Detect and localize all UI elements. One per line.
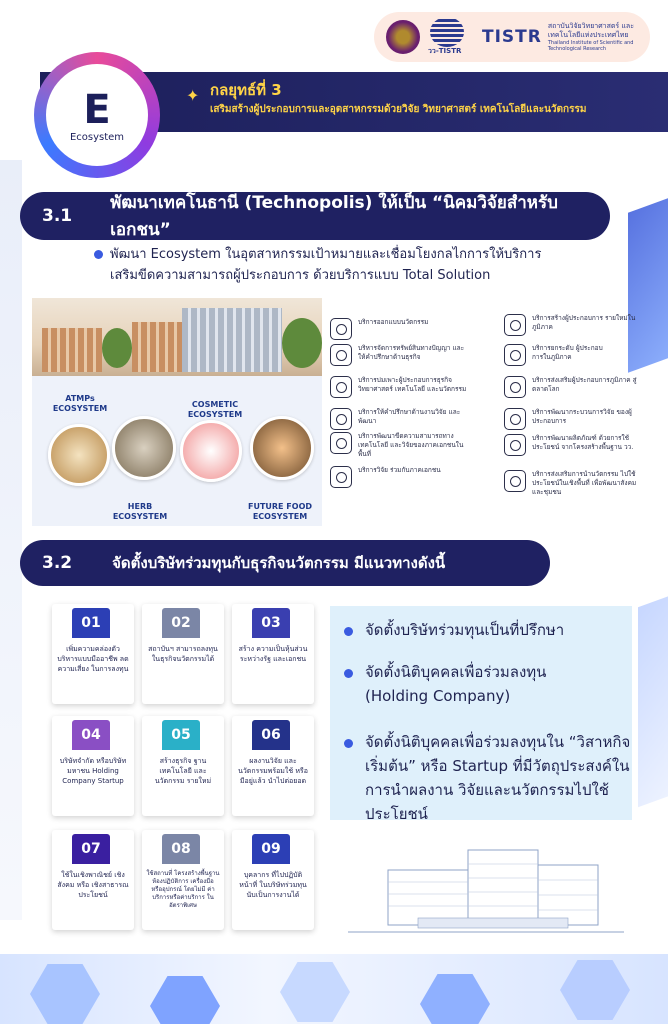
org-name: TISTR — [482, 27, 542, 47]
section-number: 3.1 — [42, 206, 73, 226]
strategy-title: กลยุทธ์ที่ 3 — [210, 81, 282, 99]
card-text: สร้าง ความเป็นหุ้นส่วน ระหว่างรัฐ และเอกชน — [238, 645, 308, 663]
research-process-icon — [504, 408, 526, 430]
rd-consulting-icon — [330, 408, 352, 430]
card-number: 06 — [252, 720, 290, 750]
service-item: บริการพัฒนาผลิตภัณฑ์ ด้วยการใช้ประโยชน์ จากโครงสร้างพื้นฐาน วว. — [504, 434, 642, 456]
service-item: บริหารจัดการทรัพย์สินทางปัญญา และให้คำปรึกษาด้านธุรกิจ — [330, 344, 468, 366]
cosmetic-image — [180, 420, 242, 482]
service-item: บริการยกระดับ ผู้ประกอบการในภูมิภาค — [504, 344, 612, 366]
bullet-dot — [344, 739, 353, 748]
point-item: จัดตั้งนิติบุคคลเพื่อร่วมลงทุนใน “วิสาหกิจเริ่มต้น” หรือ Startup ที่มีวัตถุประสงค์ในการนำผลงาน วิจัยและนวัตกรรมไปใช้ประโยชน์ — [344, 730, 634, 826]
card-number: 07 — [72, 834, 110, 864]
org-name-thai: สถาบันวิจัยวิทยาศาสตร์ และเทคโนโลยีแห่งประเทศไทย — [547, 22, 634, 39]
bullet-dot — [94, 250, 103, 259]
point-item: จัดตั้งนิติบุคคลเพื่อร่วมลงทุน (Holding Company) — [344, 660, 584, 708]
card-text: ผลงานวิจัย และนวัตกรรมพร้อมใช้ หรือมีอยู่แล้ว นำไปต่อยอด — [238, 757, 308, 785]
service-item: บริการพัฒนาขีดความสามารถทางเทคโนโลยี และวิจัยของภาคเอกชนในพื้นที่ — [330, 432, 468, 459]
guideline-card — [232, 716, 314, 816]
guideline-card — [142, 830, 224, 930]
point-item: จัดตั้งบริษัทร่วมทุนเป็นที่ปรึกษา — [344, 618, 624, 642]
service-item: บริการส่งเสริมการนำนวัตกรรม ไปใช้ประโยชน์ในเชิงพื้นที่ เพื่อพัฒนาสังคมและชุมชน — [504, 470, 642, 497]
section-title: จัดตั้งบริษัทร่วมทุนกับธุรกิจนวัตกรรม มีแนวทางดังนี้ — [112, 554, 446, 572]
service-item: บริการพัฒนากระบวนการวิจัย ของผู้ประกอบการ — [504, 408, 642, 430]
service-item: บริการออกแบบนวัตกรรม — [330, 318, 468, 340]
guideline-card — [232, 604, 314, 704]
product-development-icon — [504, 434, 526, 456]
service-item: บริการให้คำปรึกษาด้านงานวิจัย และพัฒนา — [330, 408, 468, 430]
future-food-ecosystem-label: FUTURE FOOD ECOSYSTEM — [247, 502, 313, 521]
description-line-1: พัฒนา Ecosystem ในอุตสาหกรรมเป้าหมายและเชื่อมโยงกลไกการให้บริการ — [110, 247, 542, 262]
global-market-icon — [504, 376, 526, 398]
ministry-seal-icon — [386, 20, 420, 54]
badge-letter: E — [83, 86, 111, 133]
guideline-card — [52, 830, 134, 930]
service-item: บริการส่งเสริมผู้ประกอบการภูมิภาค สู่ตลาดโลก — [504, 376, 642, 398]
card-number: 03 — [252, 608, 290, 638]
org-name-english: Thailand Institute of Scientific and Technological Research — [547, 40, 634, 52]
technopolis-buildings-image — [32, 298, 322, 376]
card-text: สถาบันฯ สามารถลงทุน ในธุรกิจนวัตกรรมได้ — [148, 645, 218, 663]
bullet-dot — [344, 627, 353, 636]
card-number: 02 — [162, 608, 200, 638]
strategy-subtitle: เสริมสร้างผู้ประกอบการและอุตสาหกรรมด้วยวิจัย วิทยาศาสตร์ เทคโนโลยีและนวัตกรรม — [210, 104, 587, 115]
incubation-icon — [330, 376, 352, 398]
atmps-ecosystem-label: ATMPs ECOSYSTEM — [52, 394, 108, 413]
card-number: 01 — [72, 608, 110, 638]
future-food-image — [250, 416, 314, 480]
card-number: 05 — [162, 720, 200, 750]
card-text: บริษัทจำกัด หรือบริษัทมหาชน Holding Company Startup — [59, 757, 127, 785]
section-3-1-header — [20, 192, 610, 240]
card-text: สร้างธุรกิจ ฐานเทคโนโลยี และนวัตกรรม รายใหม่ — [154, 757, 212, 785]
org-name-block — [482, 22, 652, 52]
service-item: บริการสร้างผู้ประกอบการ รายใหม่ในภูมิภาค — [504, 314, 642, 336]
card-text: ใช้ในเชิงพาณิชย์ เชิงสังคม หรือ เชิงสาธารณ ประโยชน์ — [57, 871, 129, 899]
section-title: พัฒนาเทคโนธานี (Technopolis) ให้เป็น “นิคมวิจัยสำหรับเอกชน” — [110, 193, 558, 240]
guideline-card — [52, 716, 134, 816]
area-innovation-icon — [504, 470, 526, 492]
card-text: ใช้สถานที่ โครงสร้างพื้นฐาน ห้องปฏิบัติการ เครื่องมือ หรืออุปกรณ์ โดยไม่มี ค่าบริการหรือค่าบริการ ในอัตราพิเศษ — [146, 870, 220, 909]
right-decor-shape-lower — [638, 593, 668, 808]
section-3-2-header — [20, 540, 550, 586]
innovation-design-icon — [330, 318, 352, 340]
atmps-image — [48, 424, 110, 486]
service-item: บริการบ่มเพาะผู้ประกอบการธุรกิจวิทยาศาสตร์ เทคโนโลยี และนวัตกรรม — [330, 376, 468, 398]
right-decor-shape — [628, 187, 668, 372]
tistr-building-sketch — [348, 840, 624, 940]
bullet-dot — [344, 669, 353, 678]
left-decor-stripe — [0, 160, 22, 920]
guideline-card — [142, 716, 224, 816]
guideline-card — [52, 604, 134, 704]
card-text: บุคลากร ที่ไปปฏิบัติหน้าที่ ในบริษัทร่วมทุน นับเป็นการงานได้ — [239, 871, 307, 899]
tistr-logo-icon: วว-TISTR — [428, 17, 474, 57]
ecosystem-badge — [46, 64, 148, 166]
ip-management-icon — [330, 344, 352, 366]
bottom-decor-band — [0, 954, 668, 1024]
herb-image — [112, 416, 176, 480]
sparkle-icon: ✦ — [186, 86, 200, 105]
badge-label: Ecosystem — [69, 131, 125, 143]
capability-development-icon — [330, 432, 352, 454]
card-number: 04 — [72, 720, 110, 750]
section-number: 3.2 — [42, 553, 73, 573]
description-line-2: เสริมขีดความสามารถผู้ประกอบการ ด้วยบริการแบบ Total Solution — [110, 268, 491, 283]
joint-research-icon — [330, 466, 352, 488]
cosmetic-ecosystem-label: COSMETIC ECOSYSTEM — [187, 400, 243, 419]
herb-ecosystem-label: HERB ECOSYSTEM — [112, 502, 168, 521]
guideline-card — [142, 604, 224, 704]
service-item: บริการวิจัย ร่วมกับภาคเอกชน — [330, 466, 468, 488]
new-entrepreneur-icon — [504, 314, 526, 336]
upgrade-entrepreneur-icon — [504, 344, 526, 366]
section-3-1-description — [110, 244, 590, 286]
card-text: เพิ่มความคล่องตัว บริหารแบบมืออาชีพ ลดความเสี่ยง ในการลงทุน — [57, 645, 129, 673]
guideline-card — [232, 830, 314, 930]
org-logo-box — [374, 12, 650, 62]
card-number: 08 — [162, 834, 200, 864]
card-number: 09 — [252, 834, 290, 864]
